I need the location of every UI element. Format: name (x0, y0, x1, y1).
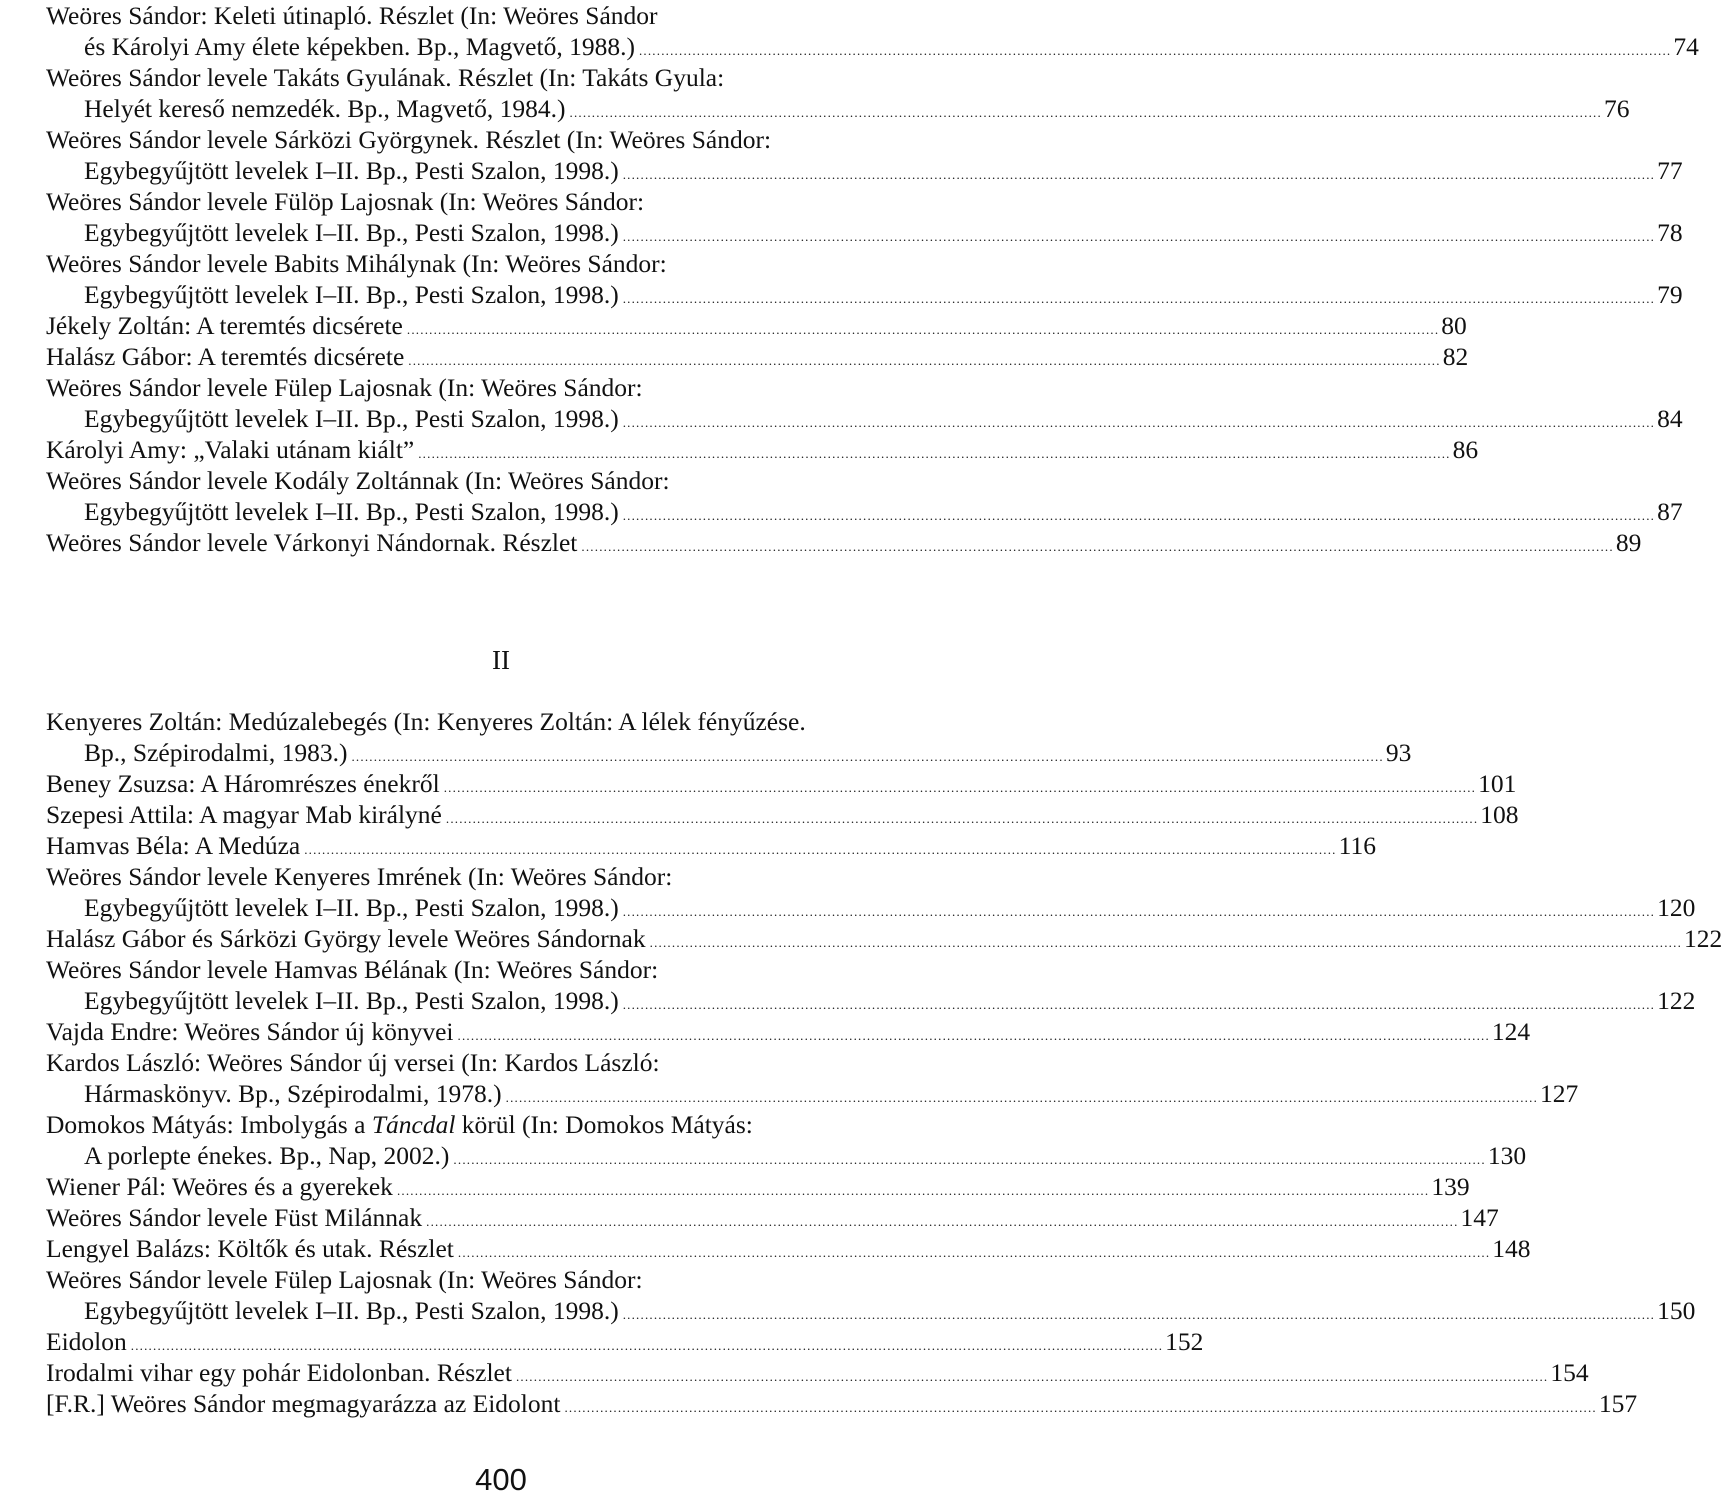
entry-title: Weöres Sándor levele Kenyeres Imrének (In: Weöres Sándor: (46, 862, 673, 891)
toc-entry (46, 768, 1517, 799)
toc-entry (46, 248, 1683, 310)
toc-entry (46, 1202, 1499, 1233)
entry-title-cont: Egybegyűjtött levelek I–II. Bp., Pesti Szalon, 1998.) (84, 280, 619, 309)
entry-title-cont: Egybegyűjtött levelek I–II. Bp., Pesti Szalon, 1998.) (84, 1296, 619, 1325)
toc-entry (46, 1264, 1696, 1326)
entry-title: Weöres Sándor levele Fülep Lajosnak (In: Weöres Sándor: (46, 373, 643, 402)
toc-entry (46, 62, 1630, 124)
entry-title: [F.R.] Weöres Sándor megmagyarázza az Eidolont (46, 1389, 561, 1418)
entry-title: Kenyeres Zoltán: Medúzalebegés (In: Kenyeres Zoltán: A lélek fényűzése. (46, 707, 806, 736)
toc-entry (46, 186, 1683, 248)
toc-entry (46, 706, 1412, 768)
leader-dots (581, 531, 1613, 562)
page-number: 76 (1603, 94, 1630, 123)
entry-title-cont: Egybegyűjtött levelek I–II. Bp., Pesti Szalon, 1998.) (84, 156, 619, 185)
entry-title-cont: Egybegyűjtött levelek I–II. Bp., Pesti Szalon, 1998.) (84, 497, 619, 526)
page-number: 139 (1431, 1172, 1470, 1201)
entry-title: Halász Gábor és Sárközi György levele Weöres Sándornak (46, 924, 646, 953)
toc-entry (46, 1233, 1531, 1264)
entry-title: Weöres Sándor levele Babits Mihálynak (In: Weöres Sándor: (46, 249, 667, 278)
page-number: 127 (1540, 1079, 1579, 1108)
entry-title: Weöres Sándor levele Hamvas Bélának (In: Weöres Sándor: (46, 955, 659, 984)
entry-title-cont: Helyét kereső nemzedék. Bp., Magvető, 1984.) (84, 94, 566, 123)
entry-title: Weöres Sándor levele Várkonyi Nándornak. Részlet (46, 528, 578, 557)
page-number: 130 (1487, 1141, 1527, 1170)
page-number: 122 (1657, 986, 1696, 1015)
entry-title: Beney Zsuzsa: A Háromrészes énekről (46, 769, 440, 798)
leader-dots (564, 1392, 1596, 1423)
page-number: 116 (1338, 831, 1376, 860)
toc-entry (46, 0, 1699, 62)
page-number: 78 (1657, 218, 1683, 247)
toc-entry (46, 830, 1376, 861)
entry-title: Vajda Endre: Weöres Sándor új könyvei (46, 1017, 454, 1046)
entry-title-cont: Egybegyűjtött levelek I–II. Bp., Pesti Szalon, 1998.) (84, 986, 619, 1015)
page-number: 122 (1684, 924, 1722, 953)
page-number: 148 (1492, 1234, 1531, 1263)
toc-entry (46, 310, 1467, 341)
toc-entry (46, 923, 1722, 954)
page-number: 152 (1165, 1327, 1204, 1356)
page-number: 87 (1657, 497, 1683, 526)
entry-title: Eidolon (46, 1327, 127, 1356)
page-folio: 400 (475, 1462, 527, 1497)
toc-entry (46, 1326, 1204, 1357)
toc-entry (46, 1016, 1531, 1047)
entry-title-cont: Egybegyűjtött levelek I–II. Bp., Pesti Szalon, 1998.) (84, 893, 619, 922)
entry-title: Kardos László: Weöres Sándor új versei (In: Kardos László: (46, 1048, 660, 1077)
page-number: 82 (1442, 342, 1469, 371)
entry-title: Weöres Sándor levele Sárközi Györgynek. Részlet (In: Weöres Sándor: (46, 125, 772, 154)
toc-entry (46, 434, 1479, 465)
section-heading: II (492, 645, 510, 675)
toc-entry (46, 1109, 1527, 1171)
toc-entry (46, 1388, 1638, 1419)
toc-entry (46, 341, 1469, 372)
italic-title: Táncdal (371, 1110, 456, 1139)
entry-title: Szepesi Attila: A magyar Mab királyné (46, 800, 442, 829)
page-number: 150 (1657, 1296, 1696, 1325)
entry-title: Weöres Sándor levele Kodály Zoltánnak (In: Weöres Sándor: (46, 466, 670, 495)
toc-entry (46, 799, 1519, 830)
entry-title-cont: és Károlyi Amy élete képekben. Bp., Magvető, 1988.) (84, 32, 635, 61)
entry-title: Károlyi Amy: „Valaki utánam kiált” (46, 435, 415, 464)
page-number: 84 (1657, 404, 1683, 433)
entry-title: Hamvas Béla: A Medúza (46, 831, 301, 860)
toc-entry (46, 954, 1696, 1016)
toc-entry (46, 465, 1683, 527)
entry-title: Weöres Sándor levele Füst Milánnak (46, 1203, 423, 1232)
toc-entry (46, 124, 1683, 186)
toc-section-2 (46, 706, 1722, 1419)
page-number: 101 (1478, 769, 1517, 798)
entry-title-cont: Egybegyűjtött levelek I–II. Bp., Pesti Szalon, 1998.) (84, 218, 619, 247)
entry-title: Weöres Sándor levele Takáts Gyulának. Részlet (In: Takáts Gyula: (46, 63, 725, 92)
page-number: 89 (1615, 528, 1642, 557)
page-number: 77 (1657, 156, 1683, 185)
entry-title: Halász Gábor: A teremtés dicsérete (46, 342, 405, 371)
toc-entry (46, 1357, 1589, 1388)
page-number: 93 (1385, 738, 1412, 767)
toc-section-1 (46, 0, 1699, 558)
entry-title: Irodalmi vihar egy pohár Eidolonban. Részlet (46, 1358, 512, 1387)
entry-title-cont: Egybegyűjtött levelek I–II. Bp., Pesti Szalon, 1998.) (84, 404, 619, 433)
toc-entry (46, 527, 1642, 558)
entry-title: Domokos Mátyás: Imbolygás a Táncdal körül (In: Domokos Mátyás: (46, 1110, 753, 1139)
entry-title-cont: A porlepte énekes. Bp., Nap, 2002.) (84, 1141, 450, 1170)
page-number: 79 (1657, 280, 1683, 309)
entry-title: Jékely Zoltán: A teremtés dicsérete (46, 311, 403, 340)
entry-title: Wiener Pál: Weöres és a gyerekek (46, 1172, 393, 1201)
page-number: 124 (1491, 1017, 1531, 1046)
page-number: 147 (1460, 1203, 1499, 1232)
page-number: 80 (1441, 311, 1467, 340)
entry-title: Lengyel Balázs: Költők és utak. Részlet (46, 1234, 454, 1263)
page-number: 74 (1673, 32, 1699, 61)
page-number: 154 (1550, 1358, 1589, 1387)
entry-title-cont: Bp., Szépirodalmi, 1983.) (84, 738, 348, 767)
toc-entry (46, 1171, 1470, 1202)
page-number: 108 (1480, 800, 1519, 829)
toc-entry (46, 1047, 1579, 1109)
entry-title: Weöres Sándor levele Fülep Lajosnak (In: Weöres Sándor: (46, 1265, 643, 1294)
entry-title: Weöres Sándor: Keleti útinapló. Részlet (In: Weöres Sándor (46, 1, 658, 30)
toc-entry (46, 861, 1696, 923)
entry-title: Weöres Sándor levele Fülöp Lajosnak (In: Weöres Sándor: (46, 187, 645, 216)
toc-entry (46, 372, 1683, 434)
page-number: 86 (1452, 435, 1479, 464)
page-number: 120 (1657, 893, 1696, 922)
entry-title-cont: Hármaskönyv. Bp., Szépirodalmi, 1978.) (84, 1079, 502, 1108)
page-number: 157 (1598, 1389, 1638, 1418)
